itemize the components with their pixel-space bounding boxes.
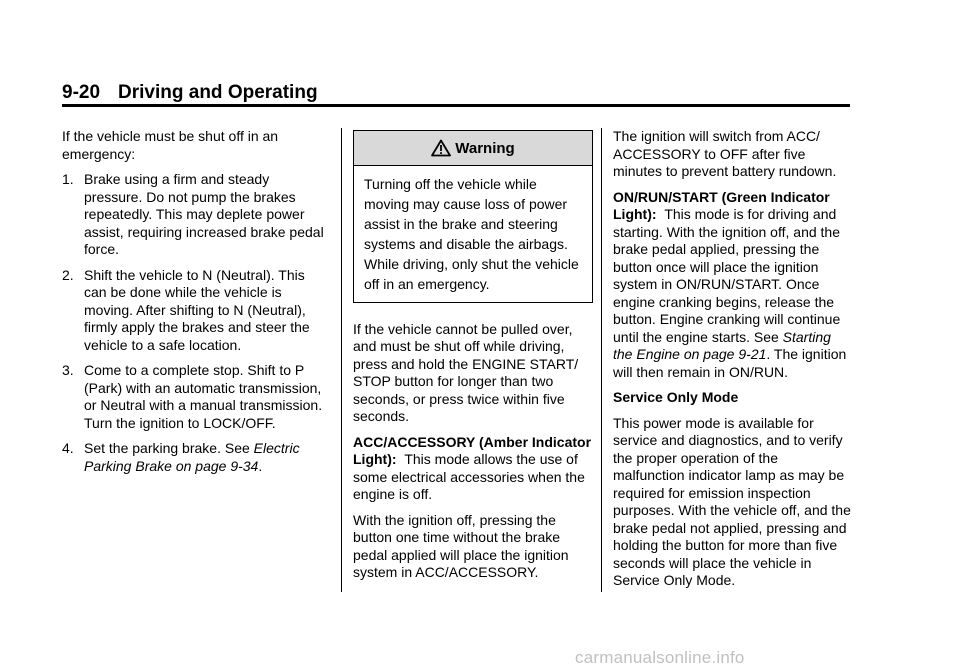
column-2: [353, 128, 593, 590]
column-divider-1: [341, 128, 342, 592]
warning-triangle-icon: [431, 139, 451, 157]
step-3: [62, 362, 330, 432]
step-number: 2.: [62, 266, 74, 283]
warning-box: [353, 130, 593, 303]
step-text: Brake using a firm and steady pressure. Do not pump the brakes repeatedly. This may deplete power assist, requiring increased brake pedal force.: [84, 171, 324, 257]
step-4: [62, 440, 330, 475]
header-rule: [62, 104, 850, 107]
page-header: [62, 82, 318, 104]
acc-activation-text: With the ignition off, pressing the button one time without the brake pedal applied will place the ignition system in ACC/ACCESSORY.: [353, 511, 569, 580]
warning-title: Warning: [455, 140, 515, 157]
service-mode-text: This power mode is available for service and diagnostics, and to verify the proper operation of the malfunction indicator lamp as may be required for emission inspection purposes. With the vehicle off, and the brake pedal not applied, pressing and holding the button for more than five seconds will place the vehicle in Service Only Mode.: [613, 414, 851, 588]
page-number: 9-20: [62, 82, 101, 103]
on-run-end: . The ignition will then remain in ON/RUN.: [613, 346, 847, 380]
step-2: [62, 267, 330, 355]
on-run-paragraph: [613, 189, 853, 382]
shutoff-while-driving-text: If the vehicle cannot be pulled over, and must be shut off while driving, press and hold the ENGINE START/ STOP button for longer than two seconds, or press twice within five seconds.: [353, 320, 579, 424]
acc-mode-paragraph: [353, 434, 593, 504]
on-run-label: ON/RUN/START (Green Indicator Light):: [613, 188, 830, 222]
column-3: [613, 128, 853, 598]
starting-engine-link[interactable]: Starting the Engine on page 9-21: [613, 328, 831, 362]
step-number: 4.: [62, 440, 74, 456]
parking-brake-link[interactable]: Electric Parking Brake on page 9-34: [84, 440, 300, 474]
step-text: Set the parking brake. See: [84, 440, 254, 456]
acc-mode-label: ACC/ACCESSORY (Amber Indicator Light):: [353, 433, 592, 467]
watermark-text: carmanualsonline.info: [575, 648, 745, 667]
step-number: 1.: [62, 171, 74, 187]
service-mode-heading: Service Only Mode: [613, 389, 739, 405]
warning-header: [354, 131, 592, 166]
on-run-text: This mode is for driving and starting. With the ignition off, and the brake pedal applied, pressing the button once will place the ignition system in ON/RUN/START. Once engine cranking begins, release the button. Engine cranking will continue until the engine starts. See: [613, 206, 841, 345]
step-text: Shift the vehicle to N (Neutral). This can be done while the vehicle is moving. After shifting to N (Neutral), firmly apply the brakes and steer the vehicle to a safe location.: [84, 266, 310, 353]
step-number: 3.: [62, 362, 74, 378]
warning-text: Turning off the vehicle while moving may cause loss of power assist in the brake and steering systems and disable the airbags. While driving, only shut the vehicle off in an emergency.: [364, 175, 579, 292]
acc-mode-text: This mode allows the use of some electrical accessories when the engine is off.: [353, 451, 585, 502]
column-divider-2: [601, 128, 602, 592]
shutdown-steps: [62, 171, 330, 475]
step-text: Come to a complete stop. Shift to P (Park) with an automatic transmission, or Neutral with a manual transmission. Turn the ignition to LOCK/OFF.: [84, 362, 323, 431]
step-1: [62, 171, 330, 259]
column-1: [62, 128, 330, 483]
section-title: Driving and Operating: [118, 82, 318, 103]
step-end: .: [258, 457, 263, 474]
intro-text: If the vehicle must be shut off in an emergency:: [62, 128, 279, 162]
acc-timeout-text: The ignition will switch from ACC/ ACCESSORY to OFF after five minutes to prevent battery rundown.: [613, 128, 837, 179]
